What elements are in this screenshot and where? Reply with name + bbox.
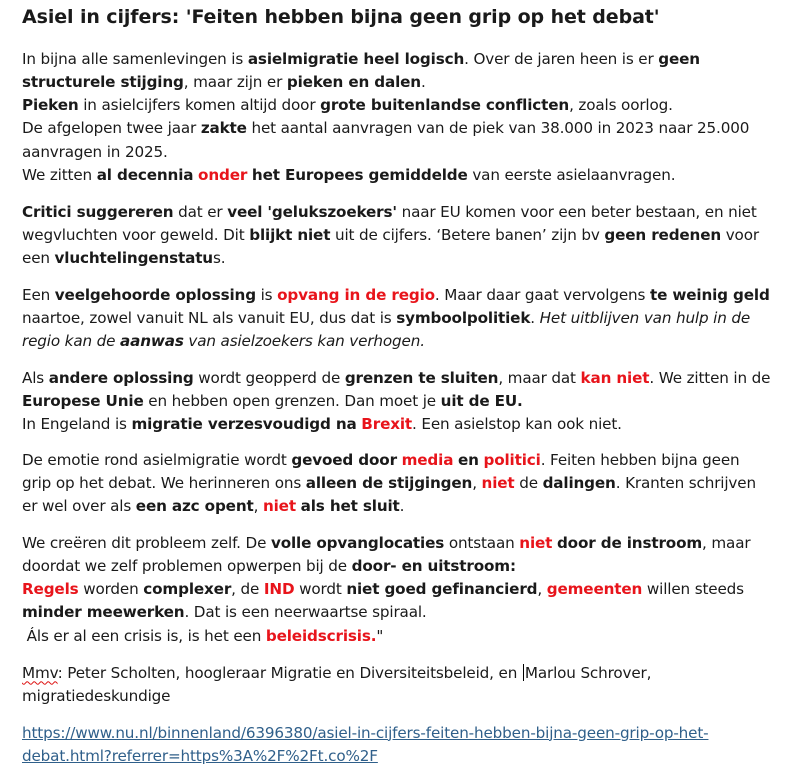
text-run: door de instroom <box>556 533 703 552</box>
text-run: door- en uitstroom: <box>351 556 516 575</box>
text-run: vluchtelingenstatu <box>54 249 213 268</box>
text-run: politici <box>483 450 541 469</box>
text-run: veelgehoorde oplossing <box>54 285 256 304</box>
text-line <box>22 601 762 624</box>
text-run: veel 'gelukszoekers' <box>227 202 397 221</box>
text-run: We creëren dit probleem zelf. De <box>22 533 271 552</box>
text-run: In Engeland is <box>22 415 132 434</box>
text-run: een azc opent <box>135 497 254 516</box>
text-run: in asielcijfers komen altijd door <box>78 96 321 115</box>
text-run: grip op het debat. We herinneren ons <box>22 473 306 492</box>
text-run: naar EU komen voor een beter bestaan, en niet <box>396 202 757 221</box>
text-run: Als <box>22 368 49 387</box>
source-link[interactable] <box>22 722 762 769</box>
text-line <box>22 685 762 708</box>
text-run: uit de cijfers. ‘Betere banen’ zijn bv <box>330 225 605 244</box>
paragraph-self-made-problem <box>22 532 762 648</box>
text-run: alleen de stijgingen <box>305 473 473 492</box>
text-run: , <box>472 473 482 492</box>
text-line <box>22 578 762 601</box>
document-title: Asiel in cijfers: 'Feiten hebben bijna geen grip op het debat' <box>22 6 660 28</box>
text-run: Regels <box>22 580 79 599</box>
link-line-1[interactable] <box>22 722 762 745</box>
text-line <box>22 495 762 518</box>
text-run: zakte <box>200 119 247 138</box>
text-run: s. <box>212 249 226 268</box>
text-run: symboolpolitiek <box>396 308 531 327</box>
text-run: , maar zijn er <box>183 72 287 91</box>
text-line <box>22 117 762 140</box>
paragraph-emotion-debate <box>22 449 762 519</box>
paragraph-regional-reception <box>22 284 770 354</box>
text-line <box>22 555 762 578</box>
text-run: als het sluit <box>300 497 400 516</box>
text-run: . Over de jaren heen is er <box>464 49 659 68</box>
text-line <box>22 449 762 472</box>
text-run: Marlou Schrover, <box>524 663 652 682</box>
text-line <box>22 413 762 436</box>
text-run: Het uitblijven van hulp in de <box>539 308 751 327</box>
text-run: niet goed gefinancierd <box>346 580 538 599</box>
text-run: niet <box>262 497 296 516</box>
text-run: . Kranten schrijven <box>615 473 756 492</box>
text-line <box>22 141 762 164</box>
text-line <box>22 330 762 353</box>
spellcheck-underlined-word: Mmv <box>22 663 58 682</box>
text-run: " <box>376 626 384 645</box>
text-line <box>22 247 762 270</box>
paragraph-critics <box>22 201 762 271</box>
text-run: . Dat is een neerwaartse spiraal. <box>184 603 427 622</box>
text-line <box>22 472 762 495</box>
text-run: Een <box>22 285 55 304</box>
text-run: willen steeds <box>642 580 744 599</box>
text-run: : Peter Scholten, hoogleraar Migratie en Diversiteitsbeleid, en <box>57 663 522 682</box>
text-run: is <box>255 285 278 304</box>
text-run: , de <box>231 580 264 599</box>
text-line <box>22 532 762 555</box>
text-run: te weinig geld <box>649 285 770 304</box>
text-run: de <box>514 473 543 492</box>
text-run: opvang in de regio <box>277 285 435 304</box>
text-run: onder <box>198 165 248 184</box>
text-run: wordt <box>294 580 347 599</box>
text-line <box>22 48 762 71</box>
text-run: regio kan de <box>22 332 120 351</box>
text-cursor <box>523 664 524 681</box>
text-line <box>22 284 770 307</box>
text-run: kan niet <box>580 368 650 387</box>
text-run: gemeenten <box>546 580 643 599</box>
text-run: beleidscrisis. <box>265 626 377 645</box>
text-line <box>22 71 762 94</box>
text-run: niet <box>519 533 553 552</box>
text-line <box>22 662 762 685</box>
text-run: doordat we zelf problemen opwerpen bij de <box>22 556 352 575</box>
text-run: complexer <box>143 580 232 599</box>
text-run: niet <box>481 473 515 492</box>
text-run: volle opvanglocaties <box>270 533 445 552</box>
text-run: . Een asielstop kan ook niet. <box>412 415 622 434</box>
source-url-part-2[interactable]: debat.html?referrer=https%3A%2F%2Ft.co%2F <box>22 746 378 765</box>
text-run: , maar dat <box>498 368 581 387</box>
text-run: al decennia <box>96 165 194 184</box>
text-run: worden <box>78 580 144 599</box>
text-run: , <box>253 497 263 516</box>
text-run: en <box>457 450 479 469</box>
text-run: De afgelopen twee jaar <box>22 119 201 138</box>
text-run: grenzen te sluiten <box>344 368 499 387</box>
text-run: structurele stijging <box>22 72 184 91</box>
text-line <box>22 94 762 117</box>
text-run: pieken en dalen <box>286 72 421 91</box>
text-run: wordt geopperd de <box>193 368 345 387</box>
text-run: en hebben open grenzen. Dan moet je <box>143 391 441 410</box>
text-run: ontstaan <box>444 533 520 552</box>
text-line <box>22 307 762 330</box>
text-run: het aantal aanvragen van de piek van 38.000 in 2023 naar 25.000 <box>246 119 750 138</box>
credit-line <box>22 662 762 709</box>
text-run: In bijna alle samenlevingen is <box>22 49 248 68</box>
text-run: Critici suggereren <box>22 202 174 221</box>
text-run: aanvragen in 2025. <box>22 142 168 161</box>
text-run: wegvluchten voor geweld. Dit <box>22 225 250 244</box>
paragraph-closing-borders <box>22 367 771 437</box>
text-line <box>22 164 762 187</box>
text-run: naartoe, zowel vanuit NL als vanuit EU, dus dat is <box>22 308 397 327</box>
text-run: De emotie rond asielmigratie wordt <box>22 450 292 469</box>
text-run: . <box>530 308 540 327</box>
text-run <box>120 332 184 350</box>
text-run: uit de EU. <box>440 391 523 410</box>
text-run: Europese Unie <box>22 391 144 410</box>
text-run: . <box>420 72 426 91</box>
text-run: aanwas <box>120 332 184 351</box>
text-run: , <box>537 580 547 599</box>
link-line-2[interactable] <box>22 745 762 768</box>
text-run: media <box>401 450 454 469</box>
text-run: geen redenen <box>604 225 722 244</box>
text-run: . Maar daar gaat vervolgens <box>434 285 650 304</box>
text-run: gevoed door <box>291 450 397 469</box>
text-line <box>22 390 762 413</box>
text-run: Pieken <box>22 96 79 115</box>
text-run: geen <box>658 49 700 68</box>
text-run: , maar <box>702 533 751 552</box>
text-run: voor <box>721 225 759 244</box>
text-run: We zitten <box>22 165 97 184</box>
text-run: Áls er al een crisis is, is het een <box>22 626 266 645</box>
text-line <box>22 367 771 390</box>
text-run: andere oplossing <box>48 368 194 387</box>
text-run: het Europees gemiddelde <box>251 165 468 184</box>
text-run: dat er <box>173 202 228 221</box>
text-line <box>22 201 762 224</box>
text-run: van eerste asielaanvragen. <box>467 165 676 184</box>
text-run: . Feiten hebben bijna geen <box>540 450 740 469</box>
text-run: minder meewerken <box>22 603 185 622</box>
text-run: . <box>399 497 405 516</box>
text-run: migratie verzesvoudigd na <box>131 415 357 434</box>
text-run: , zoals oorlog. <box>569 96 673 115</box>
text-line <box>22 625 762 648</box>
text-line <box>22 224 762 247</box>
text-run: van asielzoekers kan verhogen. <box>183 332 425 351</box>
text-run: . We zitten in de <box>649 368 771 387</box>
paragraph-asylum-trends <box>22 48 762 188</box>
source-url-part-1[interactable]: https://www.nu.nl/binnenland/6396380/asiel-in-cijfers-feiten-hebben-bijna-geen-grip-op-het- <box>22 723 709 742</box>
text-run: er wel over als <box>22 497 136 516</box>
text-run: Brexit <box>361 415 413 434</box>
text-run: migratiedeskundige <box>22 686 171 705</box>
text-run: asielmigratie heel logisch <box>247 49 465 68</box>
text-run: een <box>22 249 55 268</box>
text-run: blijkt niet <box>249 225 331 244</box>
text-run: IND <box>263 580 295 599</box>
text-run: grote buitenlandse conflicten <box>320 96 570 115</box>
text-run: dalingen <box>542 473 616 492</box>
